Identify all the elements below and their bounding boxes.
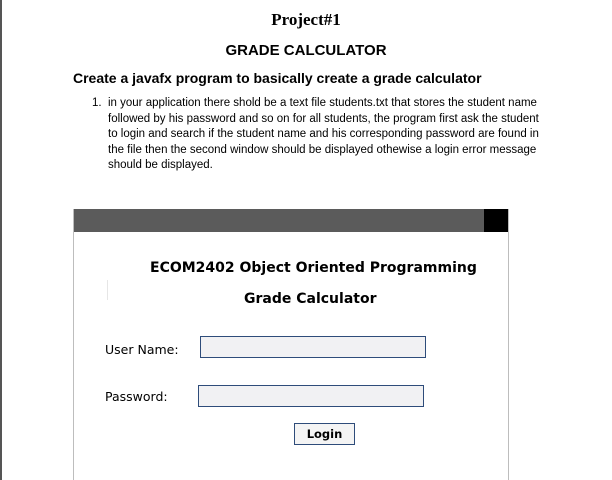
document-subtitle: GRADE CALCULATOR [225, 42, 387, 59]
app-window-corner [484, 209, 508, 232]
document-title: Project#1 [271, 10, 341, 29]
list-item-text: in your application there shold be a text file students.txt that stores the student name followed by his password and so on for all students, the program first ask the student to login and search if the student name and his corresponding password are found in the file then the second window should be displayed othewise a login error message should be displayed. [108, 97, 539, 171]
username-label: User Name: [105, 342, 179, 357]
app-window-heading: Grade Calculator [244, 291, 377, 307]
password-input[interactable] [198, 385, 424, 407]
page-edge [0, 0, 2, 480]
requirements-list [92, 96, 542, 174]
login-button[interactable]: Login [294, 423, 355, 445]
username-input[interactable] [200, 336, 426, 358]
app-window-titlebar [74, 209, 508, 232]
list-item-number: 1. [92, 97, 102, 109]
password-label: Password: [105, 389, 168, 404]
app-divider [107, 280, 108, 300]
document-heading: Create a javafx program to basically create a grade calculator [73, 70, 482, 86]
app-course-title: ECOM2402 Object Oriented Programming [150, 260, 477, 276]
